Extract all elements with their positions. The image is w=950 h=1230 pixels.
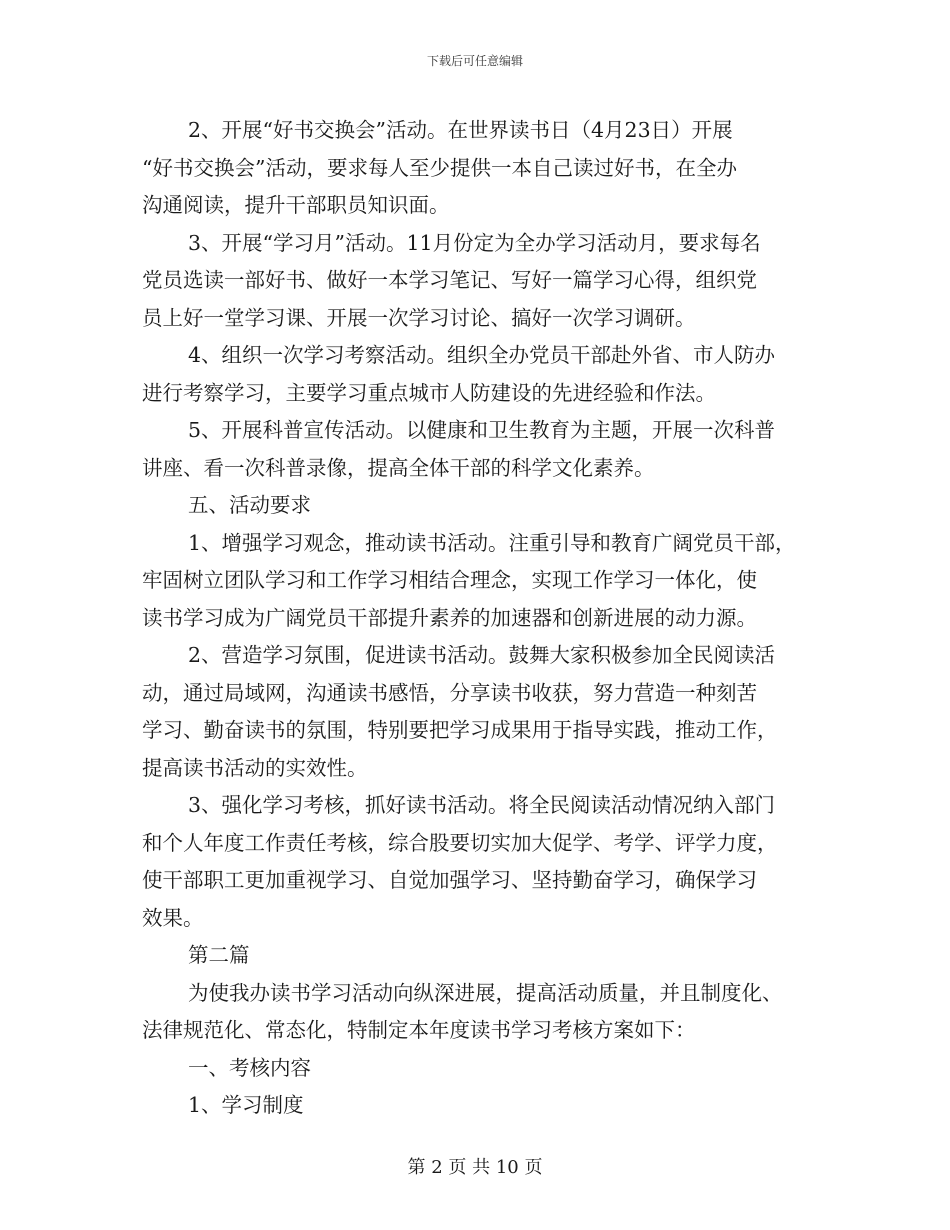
page-footer: 第 2 页 共 10 页 — [407, 1157, 543, 1178]
text-line: 和个人年度工作责任考核，综合股要切实加大促学、考学、评学力度， — [142, 830, 778, 855]
text-line: 进行考察学习，主要学习重点城市人防建设的先进经验和作法。 — [142, 380, 716, 405]
text-line: 5、开展科普宣传活动。以健康和卫生教育为主题，开展一次科普 — [188, 418, 776, 442]
text-line: 读书学习成为广阔党员干部提升素养的加速器和创新进展的动力源。 — [142, 605, 757, 630]
text-line: 为使我办读书学习活动向纵深进展，提高活动质量，并且制度化、 — [188, 980, 783, 1005]
text-line: 沟通阅读，提升干部职员知识面。 — [142, 193, 450, 217]
text-line: 学习、勤奋读书的氛围，特别要把学习成果用于指导实践，推动工作， — [142, 718, 778, 742]
text-line: 1、学习制度 — [188, 1093, 304, 1117]
text-line: 1、增强学习观念，推动读书活动。注重引导和教育广阔党员干部， — [188, 530, 796, 555]
text-line: 2、营造学习氛围，促进读书活动。鼓舞大家积极参加全民阅读活 — [188, 643, 776, 667]
text-line: 提高读书活动的实效性。 — [142, 755, 368, 780]
text-line: 3、开展“学习月”活动。11月份定为全办学习活动月，要求每名 — [188, 230, 761, 255]
text-line: 讲座、看一次科普录像，提高全体干部的科学文化素养。 — [142, 455, 655, 480]
text-line: “好书交换会”活动，要求每人至少提供一本自己读过好书，在全办 — [142, 155, 737, 180]
page-header: 下载后可任意编辑 — [426, 54, 523, 68]
text-line: 3、强化学习考核，抓好读书活动。将全民阅读活动情况纳入部门 — [188, 793, 776, 817]
text-line: 效果。 — [142, 905, 204, 930]
text-line: 4、组织一次学习考察活动。组织全办党员干部赴外省、市人防办 — [188, 343, 776, 367]
text-line: 使干部职工更加重视学习、自觉加强学习、坚持勤奋学习，确保学习 — [142, 868, 757, 892]
text-line: 法律规范化、常态化，特制定本年度读书学习考核方案如下： — [142, 1018, 696, 1042]
text-line: 第二篇 — [188, 943, 250, 967]
text-line: 一、考核内容 — [188, 1055, 311, 1080]
text-line: 党员选读一部好书、做好一本学习笔记、写好一篇学习心得，组织党 — [142, 268, 757, 292]
text-line: 五、活动要求 — [188, 493, 311, 517]
document-body — [142, 112, 822, 1125]
text-line: 牢固树立团队学习和工作学习相结合理念，实现工作学习一体化，使 — [142, 568, 757, 592]
text-line: 动，通过局域网，沟通读书感悟，分享读书收获，努力营造一种刻苦 — [142, 680, 757, 705]
text-line: 员上好一堂学习课、开展一次学习讨论、搞好一次学习调研。 — [142, 305, 696, 330]
text-line: 2、开展“好书交换会”活动。在世界读书日（4月23日）开展 — [188, 118, 733, 142]
